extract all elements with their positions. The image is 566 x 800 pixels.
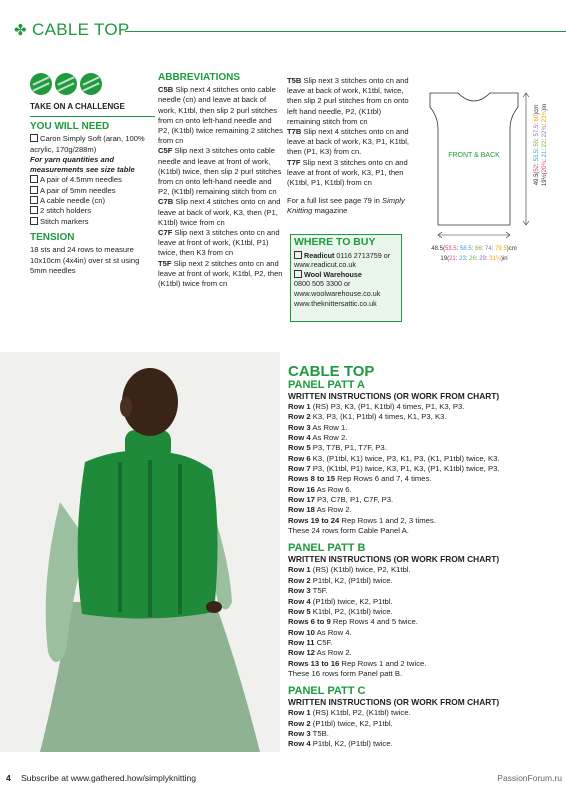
pattern-instructions bbox=[288, 364, 558, 750]
page-number: 4 bbox=[6, 773, 11, 783]
size-value: 52 bbox=[534, 164, 540, 172]
item-label: A cable needle (cn) bbox=[40, 196, 106, 206]
size-value: 22 bbox=[542, 140, 548, 148]
row-text: As Row 2. bbox=[310, 433, 348, 443]
panel-title: PANEL PATT C bbox=[288, 685, 366, 698]
difficulty-rating bbox=[30, 73, 155, 117]
abbr-code: T5F bbox=[158, 258, 172, 268]
row-label: Rows 8 to 15 bbox=[288, 474, 335, 484]
checkbox-icon bbox=[30, 217, 38, 225]
row-text: T5F. bbox=[310, 586, 328, 596]
row-label: Row 4 bbox=[288, 433, 311, 443]
size-value: 21 bbox=[449, 256, 456, 262]
row-label: Row 18 bbox=[288, 505, 315, 515]
size-value: 21 bbox=[542, 150, 548, 158]
model-illustration bbox=[0, 352, 280, 752]
abbr-code: T7F bbox=[287, 157, 301, 167]
row-label: Row 2 bbox=[288, 718, 311, 728]
size-value: 58.5 bbox=[459, 246, 472, 252]
row-label: Row 5 bbox=[288, 606, 311, 616]
row-text: (RS) P3, K3, (P1, K1tbl) 4 times, P1, K3, P3. bbox=[310, 402, 465, 411]
row-text: C5F. bbox=[314, 637, 333, 647]
where-to-buy-heading: WHERE TO BUY bbox=[294, 236, 376, 248]
row-label: Row 7 bbox=[288, 464, 311, 474]
schematic-svg bbox=[410, 85, 566, 275]
panel-subheading: WRITTEN INSTRUCTIONS (OR WORK FROM CHART) bbox=[288, 391, 500, 401]
row-text: K3, (P1tbl, K1) twice, P3, K1, P3, (K1, P1tbl) twice, K3. bbox=[310, 453, 500, 463]
checkbox-icon bbox=[30, 175, 38, 183]
list-item bbox=[30, 186, 155, 196]
note-text: magazine bbox=[314, 206, 348, 216]
size-value: 29 bbox=[479, 256, 486, 262]
panel-subheading: WRITTEN INSTRUCTIONS (OR WORK FROM CHART) bbox=[288, 554, 500, 565]
row-label: Rows 13 to 16 bbox=[288, 658, 340, 668]
tension-heading: TENSION bbox=[30, 231, 75, 243]
you-will-need-heading: YOU WILL NEED bbox=[30, 121, 110, 132]
row-text: Rep Rows 1 and 2 twice. bbox=[339, 658, 427, 668]
yarn-ball-icon bbox=[80, 73, 102, 95]
panel-title: PANEL PATT A bbox=[288, 379, 365, 391]
row-list bbox=[288, 565, 558, 679]
size-value: 26 bbox=[469, 256, 476, 262]
row-label: Row 10 bbox=[288, 627, 315, 637]
row-text: P3, (K1tbl, P1) twice, K3, P1, K3, (P1, K1tbl) twice, P3. bbox=[310, 464, 500, 474]
abbr-code: C7B bbox=[158, 197, 174, 207]
row-text: Rep Rows 1 and 2, 3 times. bbox=[339, 515, 436, 525]
row-instruction bbox=[288, 638, 558, 648]
row-label: Row 3 bbox=[288, 422, 311, 432]
size-value: 19 bbox=[440, 256, 448, 262]
row-instruction bbox=[288, 433, 558, 443]
height-in-text: 19½(20¾: 21: 22: 22¾: 23¾)in bbox=[542, 103, 548, 187]
checkbox-icon bbox=[30, 186, 38, 194]
size-value: 74 bbox=[485, 246, 492, 252]
abbr-text: Slip next 4 stitches onto cn and leave at back of work, K3, then (P1, K1tbl) twice from cn bbox=[158, 197, 281, 227]
row-instruction bbox=[288, 669, 558, 679]
row-list bbox=[288, 708, 558, 749]
row-label: Row 2 bbox=[288, 412, 311, 422]
width-in-text: 19(21: 23: 26: 29: 31¼)in bbox=[440, 256, 508, 262]
size-value: 23 bbox=[459, 256, 466, 262]
row-text: (RS) K1tbl, P2, (K1tbl) twice. bbox=[310, 708, 411, 718]
row-instruction bbox=[288, 402, 558, 412]
difficulty-label: TAKE ON A CHALLENGE bbox=[30, 102, 125, 111]
unit-label: in bbox=[502, 256, 508, 262]
abbr-text: Slip next 3 stitches onto cable needle and leave at front of work, (K1tbl) twice, then slip 2 purl stitches from cn onto left-hand needle and P2, (K1tbl) remaining stitch from cn bbox=[158, 146, 282, 197]
row-text: These 16 rows form Panel patt B. bbox=[288, 668, 403, 678]
size-value: 48.5 bbox=[431, 246, 443, 252]
abbr-text: Slip next 4 stitches onto cable needle (cn) and leave at back of work, K1tbl, then slip 2 purl stitches from cn onto left-hand needle and P2, (K1tbl) twice remaining 2 stitches from cn bbox=[158, 85, 283, 146]
item-label: 2 stitch holders bbox=[40, 206, 92, 216]
clover-icon: ✤ bbox=[14, 21, 27, 39]
row-instruction bbox=[288, 526, 558, 536]
yarn-ball-icon bbox=[55, 73, 77, 95]
size-value: 53.5 bbox=[444, 246, 457, 252]
row-text: As Row 1. bbox=[310, 422, 348, 432]
more-abbreviations-note bbox=[287, 196, 412, 216]
abbr-text: Slip next 3 stitches onto cn and leave at back of work, K1tbl, twice, then slip 2 purl stitches from cn onto left hand needle, P2, (K1tbl) remaining stitch from cn bbox=[287, 76, 409, 126]
size-value: 23¾ bbox=[542, 110, 548, 123]
note-text: For a full list see page 79 in bbox=[287, 196, 380, 206]
list-item bbox=[30, 134, 155, 155]
row-label: Row 1 bbox=[288, 708, 311, 718]
abbr-text: Slip next 3 stitches onto cn and leave at front of work, (K1tbl, P1) twice, then K3 from cn bbox=[158, 228, 280, 258]
row-label: Rows 19 to 24 bbox=[288, 515, 340, 525]
list-item bbox=[30, 206, 155, 216]
abbr-code: T7B bbox=[287, 127, 302, 137]
row-text: As Row 2. bbox=[314, 648, 352, 658]
row-instruction bbox=[288, 505, 558, 515]
row-instruction bbox=[288, 586, 558, 596]
stockist bbox=[294, 270, 398, 280]
stockist bbox=[294, 251, 398, 261]
header-rule bbox=[125, 31, 566, 32]
row-label: Row 17 bbox=[288, 495, 315, 505]
size-value: 31¼ bbox=[489, 256, 501, 262]
size-value: 53.5 bbox=[534, 149, 540, 162]
yarn-ball-icon bbox=[30, 73, 52, 95]
row-text: Rep Rows 6 and 7, 4 times. bbox=[335, 474, 432, 484]
row-list bbox=[288, 402, 558, 536]
section-title: CABLE TOP bbox=[32, 20, 130, 39]
row-text: (P1tbl) twice, K2, P1tbl. bbox=[310, 596, 393, 606]
row-instruction bbox=[288, 443, 558, 453]
abbr-text: Slip next 3 stitches onto cn and leave at front of work, K3, P1, then (K1tbl, P1, K1tbl) from cn bbox=[287, 157, 408, 188]
row-label: Row 3 bbox=[288, 728, 311, 738]
size-value: 66 bbox=[475, 246, 482, 252]
row-instruction bbox=[288, 464, 558, 474]
subscribe-link[interactable]: Subscribe at www.gathered.how/simplyknitting bbox=[21, 773, 196, 783]
hand bbox=[206, 601, 222, 613]
garment-outline bbox=[430, 93, 518, 225]
checkbox-icon bbox=[30, 206, 38, 214]
row-instruction bbox=[288, 607, 558, 617]
where-to-buy-box bbox=[290, 234, 402, 322]
item-label: Stitch markers bbox=[40, 216, 89, 226]
abbreviation-item bbox=[287, 127, 412, 158]
size-value: 57.5 bbox=[534, 124, 540, 137]
row-text: As Row 2. bbox=[314, 505, 352, 515]
abbreviation-item bbox=[158, 85, 283, 146]
row-text: T5B. bbox=[310, 728, 329, 738]
row-label: Row 1 bbox=[288, 402, 311, 411]
stockist-phone: 0800 505 3300 or bbox=[294, 279, 351, 289]
abbreviations-continued bbox=[287, 76, 412, 217]
yarn-text: Caron Simply Soft (aran, 100% acrylic, 170g/288m) bbox=[30, 134, 145, 154]
row-instruction bbox=[288, 628, 558, 638]
row-instruction bbox=[288, 739, 558, 749]
stockist-url[interactable]: www.woolwarehouse.co.uk bbox=[294, 288, 381, 298]
size-value: 22¾ bbox=[542, 125, 548, 138]
checkbox-icon bbox=[294, 270, 302, 278]
checkbox-icon bbox=[30, 134, 38, 142]
checkbox-icon bbox=[294, 251, 302, 259]
model-photo bbox=[0, 352, 280, 752]
stockist-name: Readicut bbox=[304, 250, 335, 260]
row-label: Rows 6 to 9 bbox=[288, 617, 331, 627]
row-text: (P1tbl) twice, K2, P1tbl. bbox=[310, 718, 393, 728]
row-instruction bbox=[288, 659, 558, 669]
item-label: A pair of 5mm needles bbox=[40, 185, 116, 195]
row-text: P1tbl, K2, (P1tbl) twice. bbox=[310, 575, 393, 585]
divider bbox=[30, 116, 155, 117]
row-instruction bbox=[288, 719, 558, 729]
row-instruction bbox=[288, 423, 558, 433]
instructions-title: CABLE TOP bbox=[288, 363, 375, 380]
abbreviation-item bbox=[287, 76, 412, 127]
row-instruction bbox=[288, 516, 558, 526]
tension-text: 18 sts and 24 rows to measure 10x10cm (4x4in) over st st using 5mm needles bbox=[30, 245, 140, 275]
abbreviation-item bbox=[158, 146, 283, 197]
width-cm-text: 48.5(53.5: 58.5: 66: 74: 79.5)cm bbox=[431, 246, 517, 252]
size-value: 55 bbox=[534, 139, 540, 147]
row-label: Row 4 bbox=[288, 596, 311, 606]
row-label: Row 6 bbox=[288, 453, 311, 463]
row-text: P1tbl, K2, (P1tbl) twice. bbox=[310, 739, 393, 749]
row-label: Row 11 bbox=[288, 637, 315, 647]
row-text: (RS) (K1tbl) twice, P2, K1tbl. bbox=[310, 565, 411, 575]
garment-schematic bbox=[410, 85, 566, 275]
abbreviation-item bbox=[158, 197, 283, 228]
row-instruction bbox=[288, 576, 558, 586]
list-item bbox=[30, 175, 155, 185]
page-header bbox=[0, 20, 566, 50]
size-value: 19½ bbox=[542, 174, 548, 187]
row-instruction bbox=[288, 729, 558, 739]
row-instruction bbox=[288, 648, 558, 658]
checkbox-icon bbox=[30, 196, 38, 204]
height-cm-text: 49.5(52: 53.5: 55: 57.5: 60)cm bbox=[534, 104, 540, 186]
size-value: 79.5 bbox=[495, 246, 507, 252]
abbreviations bbox=[158, 73, 283, 289]
row-text: P3, T7B, P1, T7F, P3. bbox=[310, 443, 387, 453]
abbr-code: C5F bbox=[158, 146, 173, 156]
abbr-text: Slip next 4 stitches onto cn and leave at back of work, K3, P1, K1tbl, then (P1, K3) from cn. bbox=[287, 127, 409, 157]
abbr-text: Slip next 2 stitches onto cn and leave at front of work, K1tbl, P2, then (K1tbl) twice from cn bbox=[158, 258, 283, 289]
row-instruction bbox=[288, 412, 558, 422]
unit-label: cm bbox=[534, 104, 540, 113]
row-instruction bbox=[288, 454, 558, 464]
row-label: Row 3 bbox=[288, 586, 311, 596]
stockist-url[interactable]: www.readicut.co.uk bbox=[294, 260, 356, 270]
abbreviation-item bbox=[287, 158, 412, 189]
row-label: Row 1 bbox=[288, 565, 311, 575]
stockist-url[interactable]: www.theknittersattic.co.uk bbox=[294, 298, 377, 308]
unit-label: in bbox=[542, 103, 548, 109]
schematic-label: FRONT & BACK bbox=[448, 152, 500, 159]
abbreviation-item bbox=[158, 228, 283, 259]
abbreviation-item bbox=[158, 259, 283, 290]
row-label: Row 5 bbox=[288, 443, 311, 453]
row-label: Row 4 bbox=[288, 739, 311, 749]
panel-subheading: WRITTEN INSTRUCTIONS (OR WORK FROM CHART) bbox=[288, 697, 500, 708]
row-instruction bbox=[288, 485, 558, 495]
row-label: Row 12 bbox=[288, 648, 315, 658]
panel-title: PANEL PATT B bbox=[288, 542, 366, 555]
row-text: K3, P3, (K1, P1tbl) 4 times, K1, P3, K3. bbox=[310, 412, 447, 422]
row-instruction bbox=[288, 565, 558, 575]
row-label: Row 2 bbox=[288, 575, 311, 585]
row-text: K1tbl, P2, (K1tbl) twice. bbox=[310, 606, 393, 616]
row-text: As Row 6. bbox=[314, 484, 352, 494]
stockist-name: Wool Warehouse bbox=[304, 269, 362, 279]
abbr-code: C7F bbox=[158, 228, 173, 238]
row-text: P3, C7B, P1, C7F, P3. bbox=[314, 495, 394, 505]
row-label: Row 16 bbox=[288, 484, 315, 494]
list-item bbox=[30, 217, 155, 227]
abbreviations-heading: ABBREVIATIONS bbox=[158, 72, 241, 83]
row-text: As Row 4. bbox=[314, 627, 352, 637]
size-value: 60 bbox=[534, 114, 540, 122]
item-label: A pair of 4.5mm needles bbox=[40, 175, 122, 185]
row-instruction bbox=[288, 708, 558, 718]
size-value: 49.5 bbox=[534, 173, 540, 186]
row-instruction bbox=[288, 474, 558, 484]
row-instruction bbox=[288, 495, 558, 505]
magazine-name: Simply Knitting bbox=[287, 196, 405, 216]
unit-label: cm bbox=[508, 246, 517, 252]
yarn-balls bbox=[30, 73, 155, 99]
you-will-need bbox=[30, 122, 155, 276]
abbr-code: C5B bbox=[158, 85, 174, 95]
green-vest bbox=[78, 451, 218, 619]
page-footer bbox=[6, 773, 196, 783]
row-text: These 24 rows form Cable Panel A. bbox=[288, 526, 409, 536]
list-item bbox=[30, 196, 155, 206]
stockist-phone: 0116 2713759 or bbox=[336, 250, 391, 260]
height-measurement-cm bbox=[534, 104, 548, 186]
yarn-note: For yarn quantities and measurements see size table bbox=[30, 154, 135, 175]
row-instruction bbox=[288, 617, 558, 627]
size-value: 20¾ bbox=[542, 160, 548, 173]
row-instruction bbox=[288, 597, 558, 607]
row-text: Rep Rows 4 and 5 twice. bbox=[330, 617, 418, 627]
abbr-code: T5B bbox=[287, 76, 302, 85]
watermark: PassionForum.ru bbox=[497, 773, 562, 783]
